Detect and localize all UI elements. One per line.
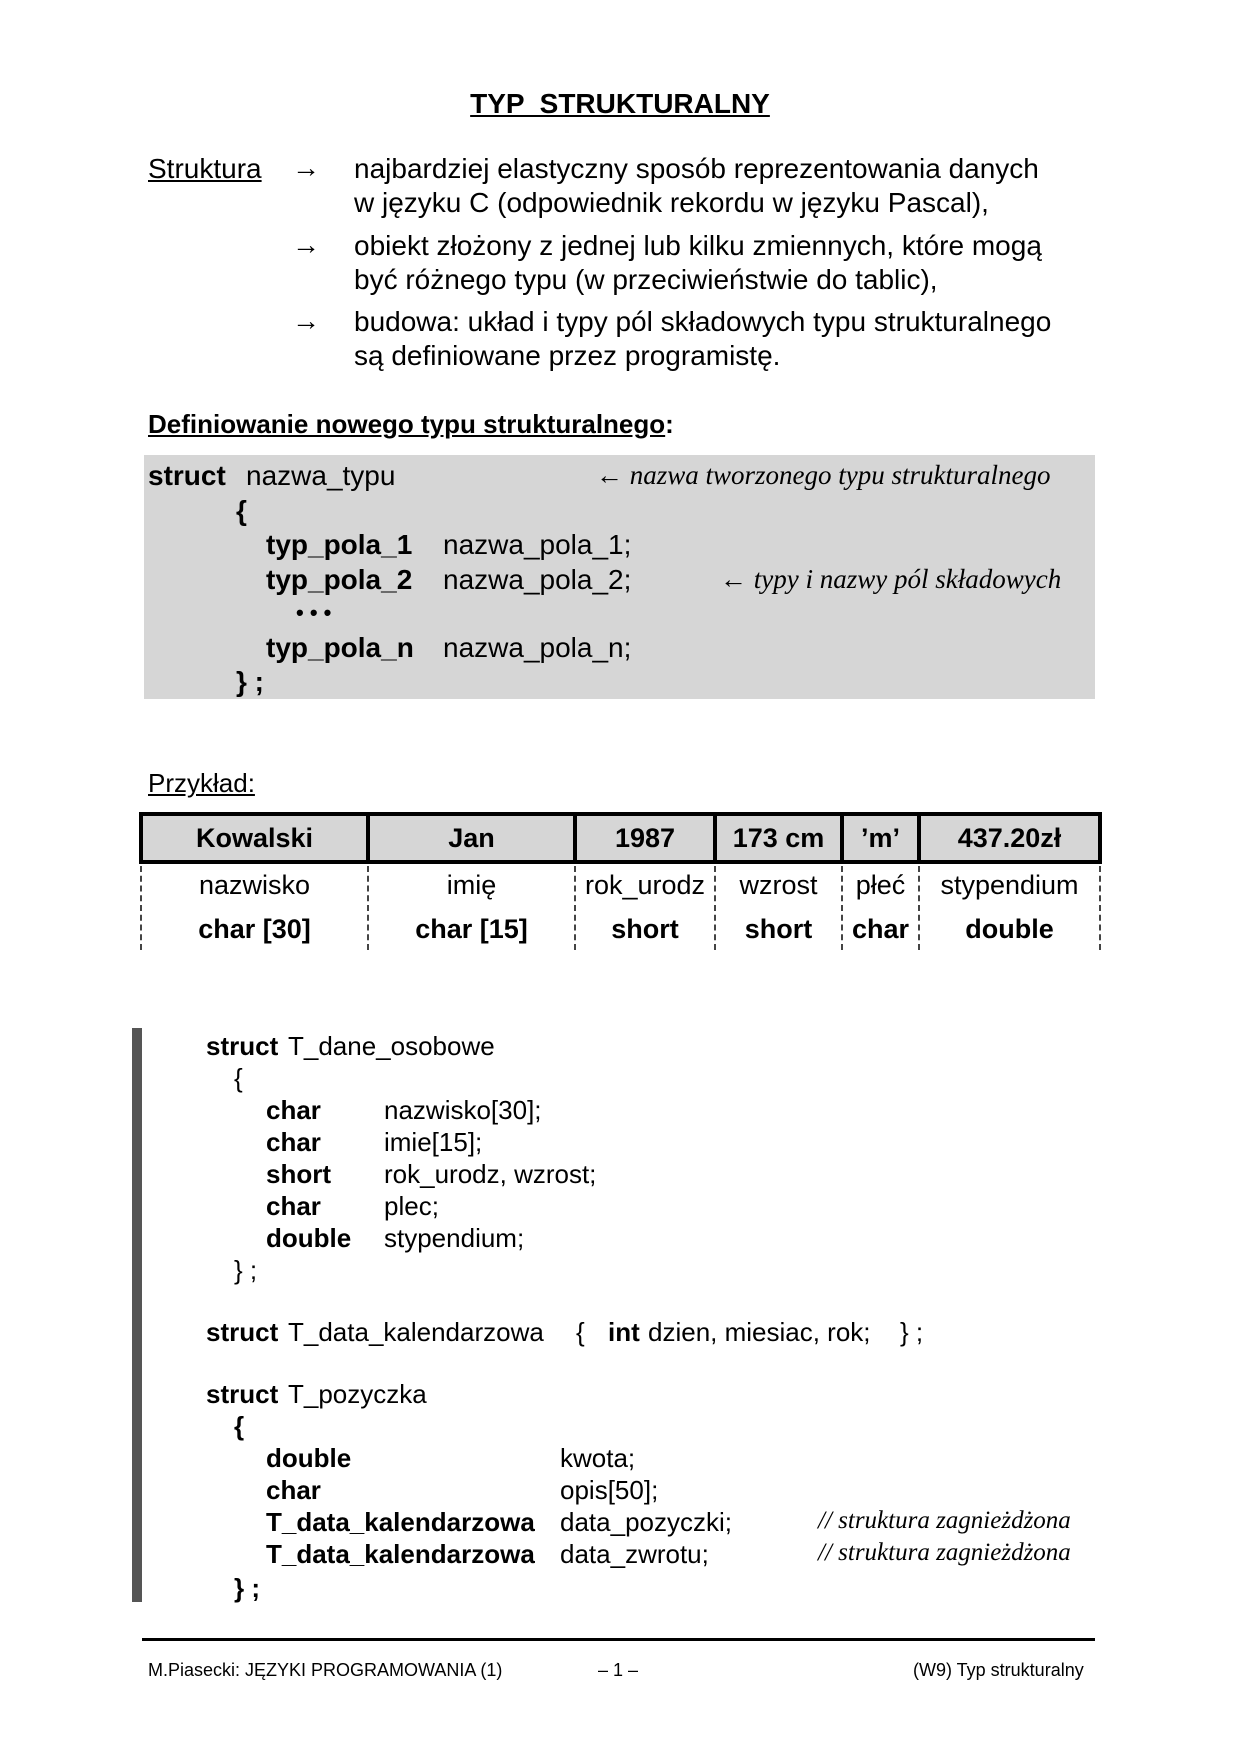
code-comment: // struktura zagnieżdżona bbox=[818, 1507, 1071, 1534]
code-struct-name: T_dane_osobowe bbox=[288, 1031, 495, 1061]
code-field-decl: data_pozyczki; bbox=[560, 1507, 732, 1537]
syntax-field-type-n: typ_pola_n bbox=[266, 632, 414, 663]
code-field-decl: opis[50]; bbox=[560, 1475, 659, 1505]
example-value-imie: Jan bbox=[448, 822, 495, 853]
footer-rule bbox=[142, 1638, 1095, 1641]
syntax-comment-fields: ← typy i nazwy pól składowych bbox=[720, 564, 1062, 594]
definition-item-1-line-1: najbardziej elastyczny sposób reprezentowania danych bbox=[354, 153, 1039, 184]
dashed-separator bbox=[1099, 866, 1101, 950]
code-close: } ; bbox=[234, 1573, 260, 1603]
code-open-brace: { bbox=[234, 1411, 245, 1441]
syntax-field-name-1: nazwa_pola_1; bbox=[443, 529, 632, 560]
footer-left: M.Piasecki: JĘZYKI PROGRAMOWANIA (1) bbox=[148, 1660, 503, 1680]
field-type-imie: char [15] bbox=[415, 914, 528, 944]
code-field-decl: rok_urodz, wzrost; bbox=[384, 1159, 597, 1189]
field-type-nazwisko: char [30] bbox=[198, 914, 311, 944]
code-field-decl: nazwisko[30]; bbox=[384, 1095, 542, 1125]
code-field-type: char bbox=[266, 1127, 321, 1157]
field-type-rok: short bbox=[611, 914, 679, 944]
code-field-decl: imie[15]; bbox=[384, 1127, 483, 1157]
arrow-icon: → bbox=[292, 229, 320, 260]
syntax-field-name-2: nazwa_pola_2; bbox=[443, 564, 632, 595]
definition-item-2-line-1: obiekt złożony z jednej lub kilku zmiennych, które mogą bbox=[354, 230, 1042, 261]
code-block-bar bbox=[132, 1028, 142, 1602]
example-value-rok: 1987 bbox=[614, 822, 676, 853]
code-field-type: T_data_kalendarzowa bbox=[266, 1539, 535, 1569]
field-name-nazwisko: nazwisko bbox=[198, 870, 311, 900]
footer-page-number: – 1 – bbox=[598, 1660, 639, 1680]
example-value-nazwisko: Kowalski bbox=[195, 822, 314, 853]
code-field-type: char bbox=[266, 1191, 321, 1221]
syntax-struct-keyword: struct bbox=[148, 460, 226, 491]
arrow-icon: → bbox=[292, 152, 320, 183]
section-heading bbox=[148, 409, 674, 440]
field-name-wzrost: wzrost bbox=[739, 870, 818, 900]
syntax-close: } ; bbox=[236, 666, 264, 697]
code-int-keyword: int bbox=[608, 1317, 640, 1347]
syntax-field-type-1: typ_pola_1 bbox=[266, 529, 413, 560]
example-label: Przykład: bbox=[148, 768, 255, 798]
code-struct-keyword: struct bbox=[206, 1379, 279, 1409]
code-field-decl: kwota; bbox=[560, 1443, 636, 1473]
code-struct-name: T_data_kalendarzowa bbox=[288, 1317, 544, 1347]
syntax-open-brace: { bbox=[236, 495, 247, 526]
code-field-decl: data_zwrotu; bbox=[560, 1539, 709, 1569]
field-name-stypendium: stypendium bbox=[940, 870, 1079, 900]
section-heading-colon: : bbox=[665, 409, 674, 439]
example-value-stypendium: 437.20zł bbox=[957, 822, 1062, 853]
definition-item-3-line-2: są definiowane przez programistę. bbox=[354, 340, 781, 371]
code-field-type: T_data_kalendarzowa bbox=[266, 1507, 535, 1537]
dashed-separator bbox=[714, 866, 716, 950]
code-close: } ; bbox=[900, 1317, 924, 1347]
code-field-type: double bbox=[266, 1443, 352, 1473]
code-field-type: char bbox=[266, 1475, 321, 1505]
code-comment: // struktura zagnieżdżona bbox=[818, 1539, 1071, 1566]
syntax-dots: • • • bbox=[296, 600, 332, 625]
code-struct-body: dzien, miesiac, rok; bbox=[648, 1317, 871, 1347]
field-type-wzrost: short bbox=[744, 914, 813, 944]
definition-item-1-line-2: w języku C (odpowiednik rekordu w języku Pascal), bbox=[354, 187, 989, 218]
arrow-icon: → bbox=[292, 305, 320, 336]
field-name-rok: rok_urodz bbox=[584, 870, 706, 900]
definition-item-2-line-2: być różnego typu (w przeciwieństwie do tablic), bbox=[354, 264, 938, 295]
page-title: TYP STRUKTURALNY bbox=[470, 88, 770, 119]
code-struct-keyword: struct bbox=[206, 1031, 279, 1061]
code-field-decl: plec; bbox=[384, 1191, 439, 1221]
syntax-comment-name: ← nazwa tworzonego typu strukturalnego bbox=[596, 460, 1051, 490]
dashed-separator bbox=[367, 866, 369, 950]
field-type-plec: char bbox=[851, 914, 910, 944]
code-field-type: double bbox=[266, 1223, 352, 1253]
field-name-plec: płeć bbox=[855, 870, 906, 900]
syntax-field-name-n: nazwa_pola_n; bbox=[443, 632, 632, 663]
definition-term: Struktura bbox=[148, 153, 262, 184]
code-open-brace: { bbox=[576, 1317, 585, 1347]
code-struct-keyword: struct bbox=[206, 1317, 279, 1347]
code-close: } ; bbox=[234, 1255, 258, 1285]
field-name-imie: imię bbox=[446, 870, 497, 900]
code-struct-name: T_pozyczka bbox=[288, 1379, 427, 1409]
definition-item-3-line-1: budowa: układ i typy pól składowych typu strukturalnego bbox=[354, 306, 1052, 337]
code-field-type: short bbox=[266, 1159, 331, 1189]
syntax-type-name: nazwa_typu bbox=[246, 460, 396, 491]
section-heading-text: Definiowanie nowego typu strukturalnego bbox=[148, 409, 666, 439]
dashed-separator bbox=[140, 866, 142, 950]
field-type-stypendium: double bbox=[965, 914, 1054, 944]
dashed-separator bbox=[841, 866, 843, 950]
code-field-type: char bbox=[266, 1095, 321, 1125]
footer-right: (W9) Typ strukturalny bbox=[913, 1660, 1084, 1680]
code-open-brace: { bbox=[234, 1063, 243, 1093]
example-value-wzrost: 173 cm bbox=[732, 822, 825, 853]
dashed-separator bbox=[918, 866, 920, 950]
example-value-plec: ’m’ bbox=[860, 822, 900, 853]
dashed-separator bbox=[574, 866, 576, 950]
code-field-decl: stypendium; bbox=[384, 1223, 525, 1253]
syntax-field-type-2: typ_pola_2 bbox=[266, 564, 413, 595]
